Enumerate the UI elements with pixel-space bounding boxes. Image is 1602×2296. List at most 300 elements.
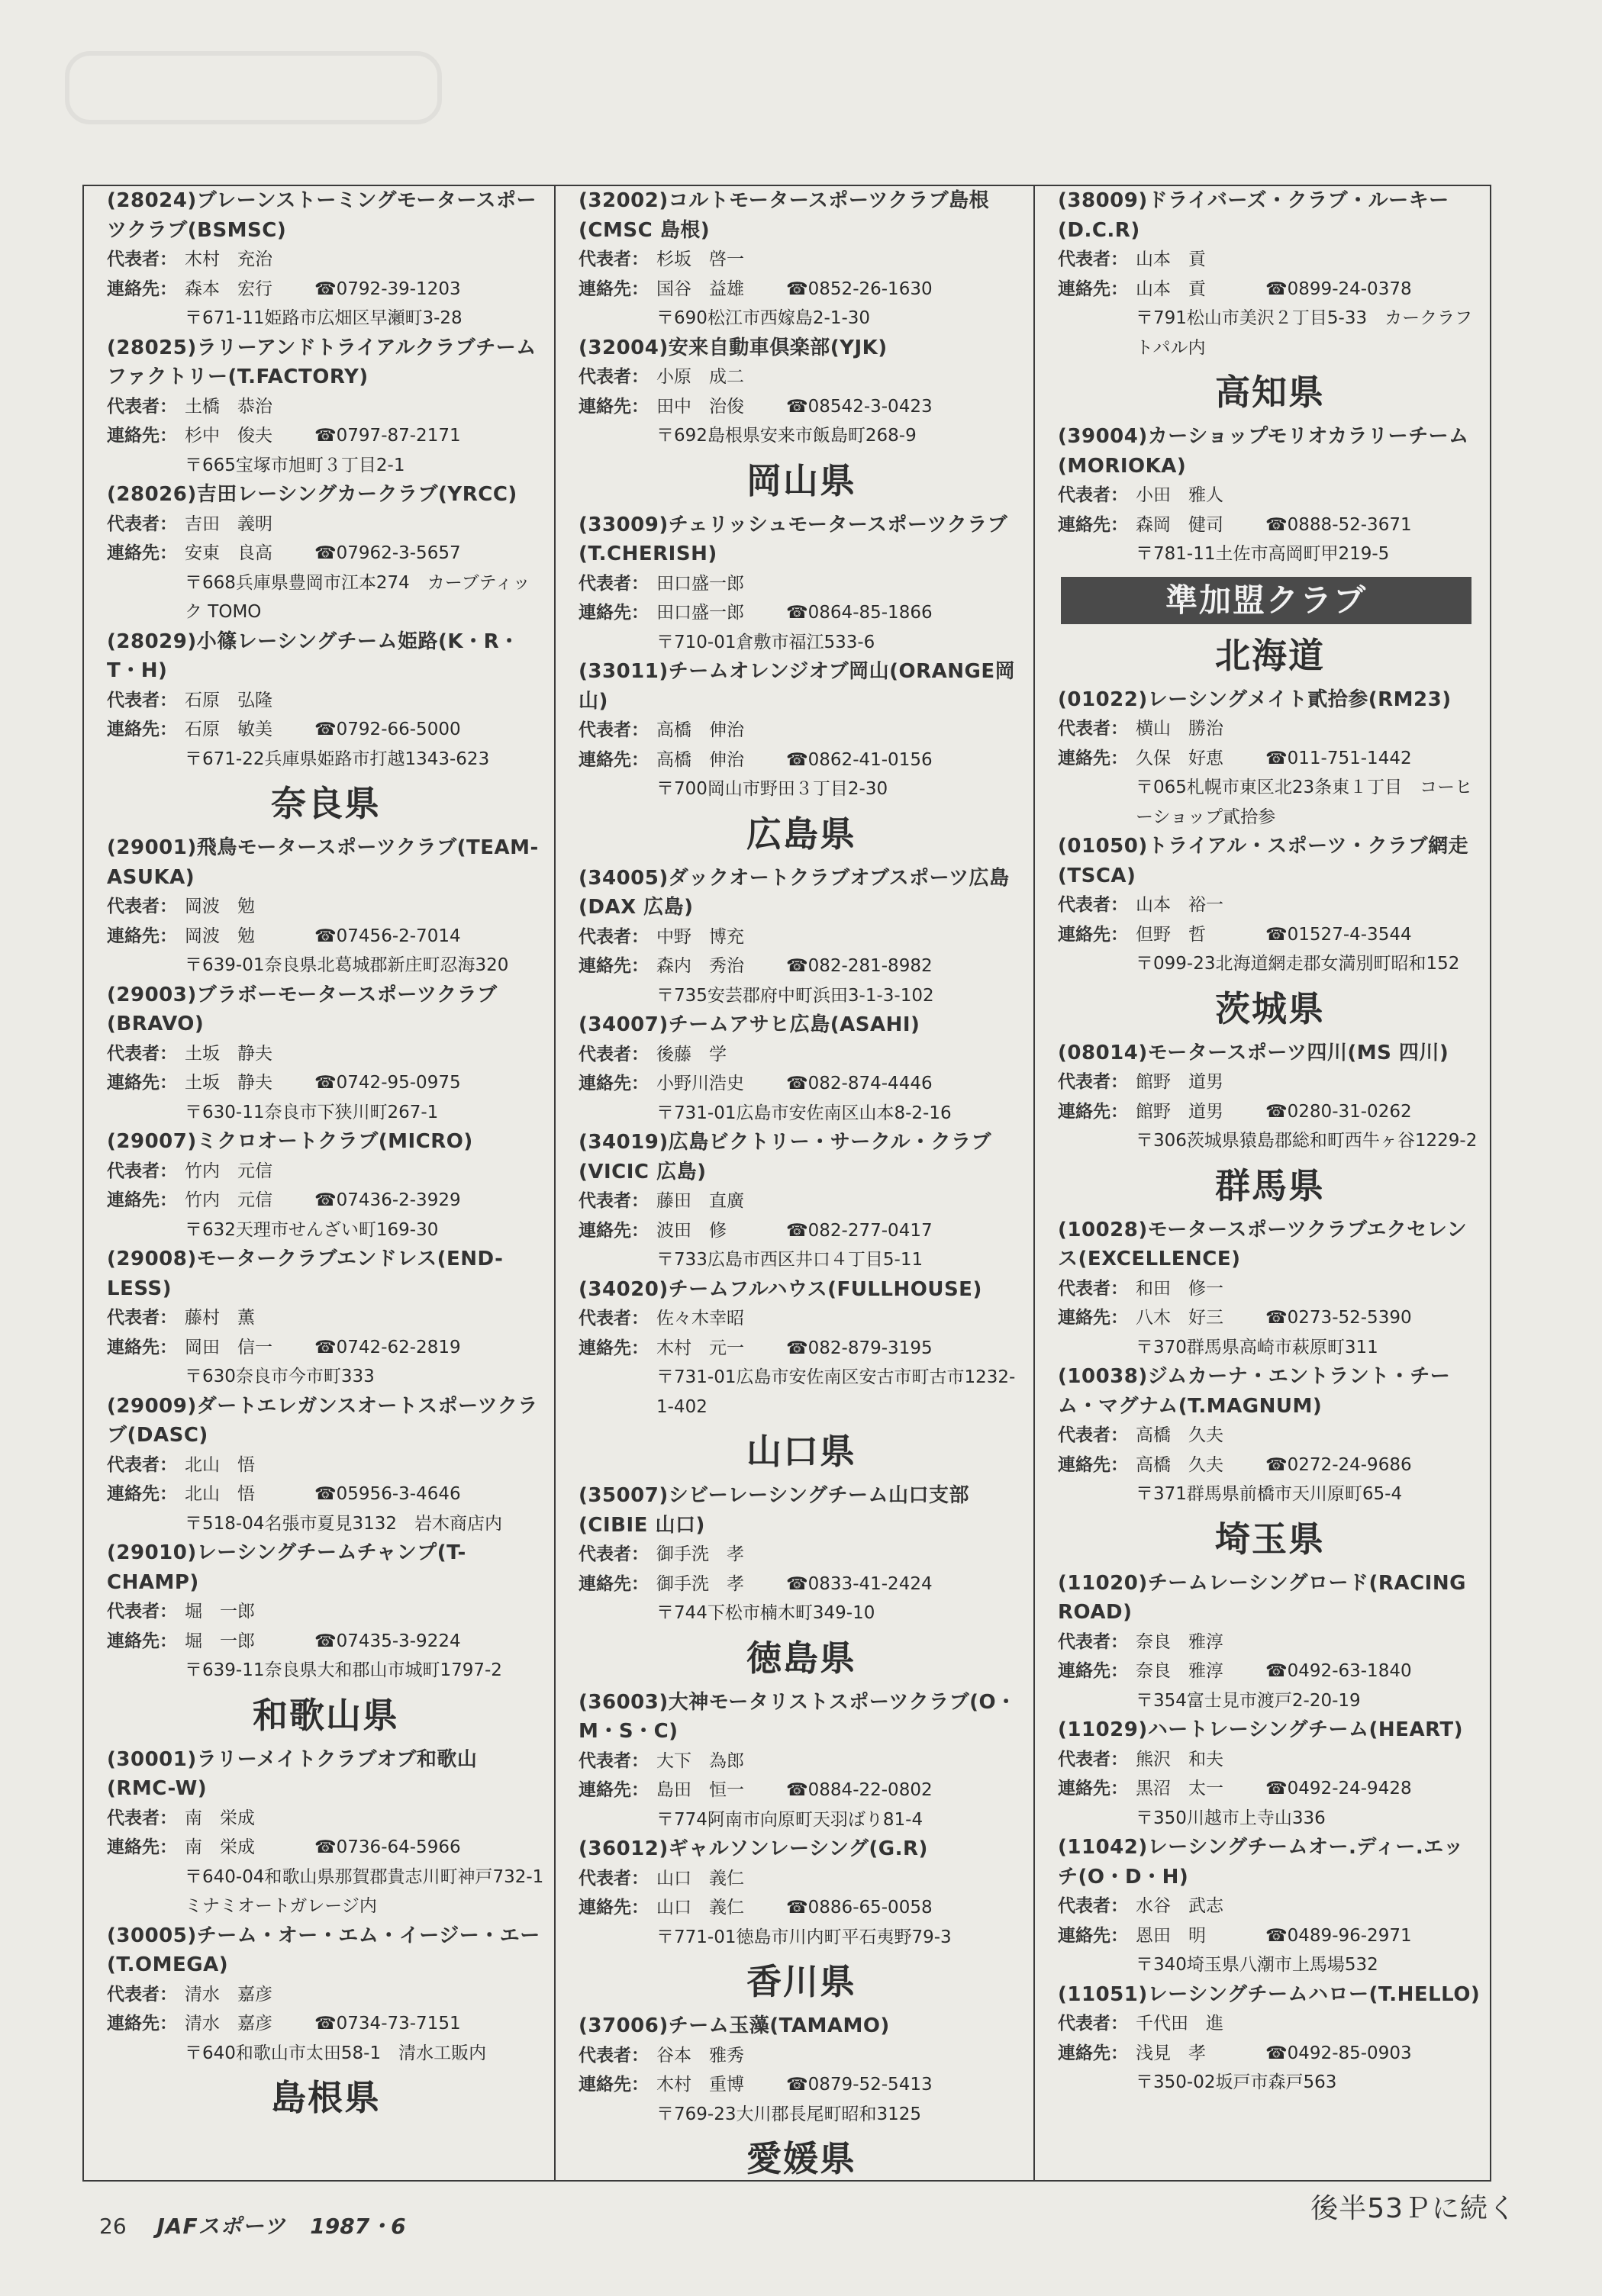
contact-label: 連絡先： bbox=[1058, 924, 1128, 945]
club-title bbox=[1058, 1362, 1482, 1421]
representative-label: 代表者： bbox=[579, 1868, 649, 1889]
phone-number bbox=[314, 1068, 461, 1098]
representative-row bbox=[1058, 2009, 1482, 2039]
contact-label: 連絡先： bbox=[1058, 1661, 1128, 1681]
club-entry bbox=[107, 1538, 545, 1686]
contact-row bbox=[1058, 1303, 1482, 1333]
magazine-name: JAFスポーツ bbox=[156, 2214, 286, 2239]
phone-number bbox=[1265, 1451, 1412, 1480]
phone-number bbox=[786, 1069, 933, 1099]
contact-label: 連絡先： bbox=[1058, 2043, 1128, 2063]
contact-row bbox=[1058, 1657, 1482, 1686]
club-code: (33011) bbox=[579, 660, 669, 683]
contact-label: 連絡先： bbox=[579, 603, 649, 623]
address: 〒354富士見市渡戸2-20-19 bbox=[1136, 1690, 1361, 1711]
club-name: 吉田レーシングカークラブ(YRCC) bbox=[196, 483, 517, 506]
representative-label: 代表者： bbox=[1058, 1749, 1128, 1769]
address: 〒630奈良市今市町333 bbox=[185, 1367, 375, 1386]
club-title bbox=[579, 333, 1024, 363]
address: 〒639-01奈良県北葛城郡新庄町忍海320 bbox=[185, 955, 509, 975]
representative-label: 代表者： bbox=[579, 720, 649, 740]
representative-label: 代表者： bbox=[107, 690, 177, 710]
club-name: レーシングチームチャンプ(T-CHAMP) bbox=[107, 1541, 466, 1594]
phone-value: 0273-52-5390 bbox=[1287, 1308, 1412, 1328]
representative-row bbox=[1058, 1274, 1482, 1304]
representative-name: 北山 悟 bbox=[185, 1454, 255, 1475]
club-code: (36003) bbox=[579, 1690, 669, 1714]
phone-value: 011-751-1442 bbox=[1287, 748, 1412, 768]
representative-name: 田口盛一郎 bbox=[656, 573, 744, 594]
phone-icon: ☎ bbox=[786, 1220, 808, 1241]
representative-label: 代表者： bbox=[579, 1544, 649, 1564]
contact-name: 山本 貢 bbox=[1136, 279, 1206, 299]
contact-row bbox=[1058, 920, 1482, 950]
contact-label: 連絡先： bbox=[1058, 1925, 1128, 1946]
phone-number bbox=[314, 275, 461, 304]
club-title bbox=[107, 1127, 545, 1157]
prefecture-heading: 広島県 bbox=[746, 813, 856, 855]
representative-row bbox=[1058, 714, 1482, 744]
contact-label: 連絡先： bbox=[579, 956, 649, 976]
representative-label: 代表者： bbox=[1058, 1896, 1128, 1916]
club-entry bbox=[107, 627, 545, 774]
phone-value: 08542-3-0423 bbox=[807, 396, 933, 417]
contact-name: 国谷 益雄 bbox=[656, 279, 744, 299]
contact-label: 連絡先： bbox=[579, 1338, 649, 1358]
contact-label: 連絡先： bbox=[579, 1220, 649, 1241]
phone-value: 0742-62-2819 bbox=[336, 1337, 461, 1357]
representative-name: 藤村 薫 bbox=[185, 1308, 255, 1328]
phone-icon: ☎ bbox=[786, 279, 808, 299]
phone-value: 0886-65-0058 bbox=[807, 1898, 933, 1918]
phone-value: 05956-3-4646 bbox=[336, 1484, 461, 1504]
column-2 bbox=[554, 186, 1033, 2180]
contact-name: 浅見 孝 bbox=[1136, 2043, 1206, 2063]
representative-name: 堀 一郎 bbox=[185, 1602, 255, 1621]
club-code: (10028) bbox=[1058, 1218, 1148, 1241]
contact-label: 連絡先： bbox=[579, 1780, 649, 1800]
representative-label: 代表者： bbox=[579, 1044, 649, 1064]
contact-name: 清水 嘉彦 bbox=[185, 2014, 272, 2034]
club-title bbox=[107, 1245, 545, 1303]
phone-number bbox=[1265, 1303, 1412, 1333]
contact-row bbox=[107, 1068, 545, 1098]
contact-label: 連絡先： bbox=[579, 749, 649, 770]
contact-name: 波田 修 bbox=[656, 1220, 727, 1241]
contact-name: 館野 道男 bbox=[1136, 1101, 1223, 1122]
contact-row bbox=[107, 1186, 545, 1216]
representative-name: 杉坂 啓一 bbox=[656, 250, 744, 269]
club-code: (01050) bbox=[1058, 835, 1148, 858]
representative-label: 代表者： bbox=[1058, 485, 1128, 505]
representative-label: 代表者： bbox=[1058, 719, 1128, 739]
club-entry bbox=[1058, 422, 1482, 569]
address: 〒710-01倉敷市福江533-6 bbox=[656, 632, 875, 652]
club-code: (33009) bbox=[579, 513, 669, 536]
contact-label: 連絡先： bbox=[1058, 514, 1128, 535]
contact-label: 連絡先： bbox=[107, 543, 177, 563]
address: 〒781-11土佐市高岡町甲219-5 bbox=[1136, 544, 1390, 564]
contact-label: 連絡先： bbox=[1058, 1101, 1128, 1122]
club-code: (08014) bbox=[1058, 1041, 1148, 1064]
phone-number bbox=[786, 745, 933, 775]
representative-name: 谷本 雅秀 bbox=[656, 2045, 744, 2066]
club-code: (01022) bbox=[1058, 688, 1148, 711]
phone-value: 0492-24-9428 bbox=[1287, 1779, 1412, 1798]
address: 〒731-01広島市安佐南区安古市町古市1232-1-402 bbox=[656, 1367, 1016, 1417]
contact-name: 島田 恒一 bbox=[656, 1780, 744, 1800]
contact-label: 連絡先： bbox=[107, 426, 177, 446]
phone-number bbox=[786, 1570, 933, 1599]
club-name: レーシングチームオー.ディー.エッチ(O・D・H) bbox=[1058, 1836, 1464, 1889]
representative-name: 岡波 勉 bbox=[185, 897, 255, 916]
phone-number bbox=[1265, 2039, 1412, 2069]
representative-row bbox=[107, 1804, 545, 1834]
phone-number bbox=[786, 598, 933, 628]
club-title bbox=[1058, 1039, 1482, 1068]
representative-label: 代表者： bbox=[1058, 1425, 1128, 1445]
phone-value: 07435-3-9224 bbox=[336, 1631, 461, 1651]
club-entry bbox=[1058, 832, 1482, 979]
contact-row bbox=[579, 1216, 1024, 1246]
address: 〒340埼玉県八潮市上馬場532 bbox=[1136, 1955, 1378, 1975]
phone-icon: ☎ bbox=[314, 2014, 337, 2034]
club-title bbox=[1058, 1569, 1482, 1628]
contact-name: 岡田 信一 bbox=[185, 1337, 272, 1357]
club-entry bbox=[107, 1392, 545, 1539]
phone-icon: ☎ bbox=[314, 426, 337, 446]
phone-number bbox=[786, 275, 933, 304]
contact-label: 連絡先： bbox=[1058, 1779, 1128, 1798]
representative-name: 清水 嘉彦 bbox=[185, 1984, 272, 2005]
club-entry bbox=[1058, 1039, 1482, 1156]
club-title bbox=[579, 1275, 1024, 1305]
phone-value: 07962-3-5657 bbox=[336, 543, 461, 563]
phone-icon: ☎ bbox=[1265, 2043, 1288, 2063]
phone-value: 0492-63-1840 bbox=[1287, 1661, 1412, 1681]
contact-row bbox=[107, 539, 545, 568]
representative-row bbox=[107, 892, 545, 922]
representative-label: 代表者： bbox=[579, 573, 649, 594]
club-entry bbox=[579, 510, 1024, 658]
phone-value: 0864-85-1866 bbox=[807, 603, 933, 623]
contact-name: 杉中 俊夫 bbox=[185, 426, 272, 446]
contact-row bbox=[1058, 1451, 1482, 1480]
club-title bbox=[579, 1481, 1024, 1540]
contact-row bbox=[1058, 744, 1482, 774]
representative-label: 代表者： bbox=[107, 396, 177, 417]
address: 〒065札幌市東区北23条東１丁目 コーヒーショップ貳拾参 bbox=[1136, 778, 1473, 827]
contact-row bbox=[107, 1480, 545, 1509]
contact-name: 森内 秀治 bbox=[656, 956, 744, 976]
contact-label: 連絡先： bbox=[1058, 1308, 1128, 1328]
contact-row bbox=[579, 952, 1024, 981]
contact-label: 連絡先： bbox=[107, 1073, 177, 1093]
club-name: チェリッシュモータースポーツクラブ(T.CHERISH) bbox=[579, 513, 1008, 565]
club-name: レーシングチームハロー(T.HELLO) bbox=[1147, 1982, 1481, 2006]
phone-number bbox=[1265, 1657, 1412, 1686]
representative-label: 代表者： bbox=[579, 1309, 649, 1328]
club-code: (28024) bbox=[107, 189, 197, 212]
club-name: ダックオートクラブオブスポーツ広島(DAX 広島) bbox=[579, 866, 1010, 919]
club-entry bbox=[1058, 1715, 1482, 1833]
contact-name: 安東 良高 bbox=[185, 543, 272, 563]
address: 〒640-04和歌山県那賀郡貴志川町神戸732-1 ミナミオートガレージ内 bbox=[185, 1866, 562, 1916]
representative-name: 奈良 雅淳 bbox=[1136, 1631, 1223, 1652]
contact-row bbox=[107, 715, 545, 745]
representative-row bbox=[579, 716, 1024, 745]
representative-name: 後藤 学 bbox=[656, 1044, 727, 1064]
address: 〒370群馬県高崎市萩原町311 bbox=[1136, 1337, 1378, 1357]
representative-row bbox=[1058, 1067, 1482, 1097]
phone-value: 0492-85-0903 bbox=[1287, 2043, 1412, 2063]
representative-label: 代表者： bbox=[579, 1750, 649, 1771]
representative-row bbox=[1058, 481, 1482, 510]
club-title bbox=[107, 1392, 545, 1451]
representative-name: 南 栄成 bbox=[185, 1808, 255, 1828]
phone-number bbox=[314, 1833, 461, 1863]
phone-icon: ☎ bbox=[1265, 748, 1288, 768]
prefecture-heading: 和歌山県 bbox=[253, 1694, 399, 1736]
representative-row bbox=[1058, 1745, 1482, 1775]
address: 〒744下松市楠木町349-10 bbox=[656, 1603, 875, 1623]
club-title bbox=[107, 480, 545, 510]
representative-label: 代表者： bbox=[107, 1984, 177, 2005]
club-code: (36012) bbox=[579, 1837, 669, 1860]
representative-name: 小原 成二 bbox=[656, 367, 744, 387]
contact-row bbox=[579, 598, 1024, 628]
phone-icon: ☎ bbox=[786, 749, 808, 770]
representative-row bbox=[107, 510, 545, 539]
club-name: トライアル・スポーツ・クラブ網走(TSCA) bbox=[1058, 835, 1469, 887]
club-title bbox=[107, 1921, 545, 1980]
club-title bbox=[1058, 1980, 1482, 2010]
phone-number bbox=[1265, 920, 1412, 950]
phone-icon: ☎ bbox=[314, 720, 337, 739]
contact-row bbox=[579, 275, 1024, 304]
club-code: (11051) bbox=[1058, 1982, 1148, 2006]
contact-name: 木村 重博 bbox=[656, 2075, 744, 2095]
phone-icon: ☎ bbox=[786, 603, 808, 623]
listing-frame bbox=[82, 185, 1491, 2182]
address: 〒640和歌山市太田58-1 清水工販内 bbox=[185, 2043, 487, 2063]
phone-icon: ☎ bbox=[1265, 1101, 1288, 1122]
club-entry bbox=[579, 186, 1024, 333]
club-title bbox=[107, 333, 545, 392]
contact-name: 久保 好恵 bbox=[1136, 748, 1223, 768]
representative-name: 熊沢 和夫 bbox=[1136, 1749, 1223, 1769]
address: 〒769-23大川郡長尾町昭和3125 bbox=[656, 2104, 921, 2124]
contact-name: 堀 一郎 bbox=[185, 1631, 255, 1651]
address: 〒690松江市西嫁島2-1-30 bbox=[656, 308, 871, 328]
phone-number bbox=[1265, 744, 1412, 774]
representative-row bbox=[579, 1187, 1024, 1216]
club-code: (37006) bbox=[579, 2014, 669, 2037]
section-banner: 準加盟クラブ bbox=[1061, 577, 1471, 624]
phone-icon: ☎ bbox=[1265, 1308, 1288, 1328]
contact-row bbox=[579, 1069, 1024, 1099]
page-number: 26 bbox=[99, 2214, 127, 2239]
prefecture-heading: 高知県 bbox=[1215, 372, 1325, 413]
club-name: 広島ビクトリー・サークル・クラブ(VICIC 広島) bbox=[579, 1131, 991, 1183]
contact-name: 木村 元一 bbox=[656, 1338, 744, 1358]
phone-icon: ☎ bbox=[786, 2075, 808, 2095]
club-title bbox=[1058, 1216, 1482, 1274]
contact-label: 連絡先： bbox=[579, 1898, 649, 1918]
phone-icon: ☎ bbox=[314, 1631, 337, 1651]
representative-row bbox=[579, 2041, 1024, 2071]
phone-value: 07436-2-3929 bbox=[336, 1190, 461, 1210]
phone-icon: ☎ bbox=[786, 1573, 808, 1594]
club-code: (10038) bbox=[1058, 1365, 1148, 1388]
contact-row bbox=[579, 2070, 1024, 2100]
phone-value: 0489-96-2971 bbox=[1287, 1925, 1412, 1946]
phone-number bbox=[314, 1627, 461, 1657]
representative-row bbox=[579, 569, 1024, 599]
club-title bbox=[579, 864, 1024, 923]
club-entry bbox=[579, 657, 1024, 804]
contact-row bbox=[107, 275, 545, 304]
contact-label: 連絡先： bbox=[579, 2075, 649, 2095]
club-name: ドライバーズ・クラブ・ルーキー(D.C.R) bbox=[1058, 189, 1449, 242]
club-name: ミクロオートクラブ(MICRO) bbox=[196, 1130, 473, 1153]
club-title bbox=[579, 510, 1024, 569]
phone-value: 0884-22-0802 bbox=[807, 1780, 933, 1800]
representative-row bbox=[107, 1597, 545, 1627]
club-title bbox=[579, 1128, 1024, 1187]
representative-name: 千代田 進 bbox=[1136, 2014, 1223, 2034]
club-title bbox=[579, 1010, 1024, 1040]
representative-label: 代表者： bbox=[579, 926, 649, 947]
phone-value: 0862-41-0156 bbox=[807, 749, 933, 770]
phone-value: 0734-73-7151 bbox=[336, 2014, 461, 2034]
contact-label: 連絡先： bbox=[579, 279, 649, 299]
phone-icon: ☎ bbox=[314, 1073, 337, 1093]
club-name: コルトモータースポーツクラブ島根(CMSC 島根) bbox=[579, 189, 990, 242]
contact-name: 森本 宏行 bbox=[185, 279, 272, 299]
club-code: (11042) bbox=[1058, 1836, 1148, 1859]
contact-name: 石原 敏美 bbox=[185, 720, 272, 739]
phone-icon: ☎ bbox=[314, 1484, 337, 1504]
phone-value: 0879-52-5413 bbox=[807, 2075, 933, 2095]
representative-name: 中野 博充 bbox=[656, 926, 744, 947]
club-code: (34020) bbox=[579, 1277, 669, 1301]
club-entry bbox=[579, 1688, 1024, 1835]
contact-row bbox=[1058, 1097, 1482, 1127]
club-entry bbox=[107, 1245, 545, 1392]
phone-icon: ☎ bbox=[1265, 1454, 1288, 1475]
club-code: (30001) bbox=[107, 1747, 197, 1771]
club-name: チームレーシングロード(RACING ROAD) bbox=[1058, 1571, 1466, 1624]
club-entry bbox=[107, 981, 545, 1128]
contact-name: 南 栄成 bbox=[185, 1837, 255, 1857]
representative-name: 吉田 義明 bbox=[185, 514, 272, 534]
club-entry bbox=[107, 480, 545, 627]
representative-name: 山口 義仁 bbox=[656, 1868, 744, 1889]
club-name: 安来自動車倶楽部(YJK) bbox=[668, 336, 888, 359]
contact-row bbox=[107, 1333, 545, 1363]
phone-number bbox=[314, 421, 461, 451]
phone-value: 082-281-8982 bbox=[807, 956, 933, 976]
representative-label: 代表者： bbox=[1058, 2014, 1128, 2034]
contact-label: 連絡先： bbox=[107, 1837, 177, 1857]
contact-label: 連絡先： bbox=[1058, 748, 1128, 768]
club-code: (28026) bbox=[107, 483, 197, 506]
representative-row bbox=[107, 392, 545, 422]
representative-row bbox=[579, 1304, 1024, 1334]
club-title bbox=[107, 1538, 545, 1597]
club-title bbox=[579, 2011, 1024, 2041]
phone-number bbox=[1265, 1097, 1412, 1127]
contact-row bbox=[107, 1627, 545, 1657]
representative-name: 御手洗 孝 bbox=[656, 1544, 744, 1564]
club-name: モータースポーツクラブエクセレンス(EXCELLENCE) bbox=[1058, 1218, 1468, 1270]
club-entry bbox=[107, 1127, 545, 1245]
address: 〒671-11姫路市広畑区早瀬町3-28 bbox=[185, 308, 463, 328]
contact-label: 連絡先： bbox=[1058, 279, 1128, 299]
prefecture-heading: 北海道 bbox=[1215, 634, 1325, 676]
representative-label: 代表者： bbox=[579, 1191, 649, 1211]
prefecture-heading: 岡山県 bbox=[746, 459, 856, 501]
continued-note: 後半53Ｐに続く bbox=[1310, 2193, 1517, 2224]
representative-row bbox=[107, 1039, 545, 1069]
club-title bbox=[107, 833, 545, 892]
representative-row bbox=[1058, 1892, 1482, 1921]
representative-row bbox=[579, 245, 1024, 275]
representative-name: 水谷 武志 bbox=[1136, 1896, 1223, 1916]
representative-label: 代表者： bbox=[1058, 1278, 1128, 1299]
address: 〒771-01徳島市川内町平石夷野79-3 bbox=[656, 1927, 952, 1947]
club-code: (29007) bbox=[107, 1130, 197, 1153]
representative-name: 高橋 久夫 bbox=[1136, 1425, 1223, 1445]
representative-label: 代表者： bbox=[107, 1808, 177, 1828]
prefecture-heading: 愛媛県 bbox=[746, 2138, 856, 2179]
address: 〒665宝塚市旭町３丁目2-1 bbox=[185, 455, 405, 475]
phone-value: 07456-2-7014 bbox=[336, 926, 461, 946]
prefecture-heading: 香川県 bbox=[746, 1961, 856, 2002]
phone-icon: ☎ bbox=[786, 1338, 808, 1358]
representative-label: 代表者： bbox=[107, 1161, 177, 1181]
address: 〒371群馬県前橋市天川原町65-4 bbox=[1136, 1484, 1403, 1504]
phone-number bbox=[314, 922, 461, 952]
contact-name: 北山 悟 bbox=[185, 1484, 255, 1504]
representative-label: 代表者： bbox=[1058, 1072, 1128, 1092]
contact-row bbox=[579, 745, 1024, 775]
club-code: (28029) bbox=[107, 630, 197, 653]
address: 〒630-11奈良市下狭川町267-1 bbox=[185, 1102, 439, 1122]
phone-number bbox=[786, 1216, 933, 1246]
representative-name: 館野 道男 bbox=[1136, 1072, 1223, 1092]
phone-value: 0899-24-0378 bbox=[1287, 279, 1412, 299]
phone-number bbox=[1265, 1921, 1412, 1951]
club-name: チームフルハウス(FULLHOUSE) bbox=[668, 1277, 982, 1301]
club-entry bbox=[579, 1275, 1024, 1422]
address: 〒692島根県安来市飯島町268-9 bbox=[656, 426, 917, 446]
phone-number bbox=[314, 1186, 461, 1216]
representative-row bbox=[579, 362, 1024, 392]
contact-label: 連絡先： bbox=[107, 926, 177, 946]
club-entry bbox=[107, 833, 545, 981]
contact-row bbox=[107, 2009, 545, 2039]
representative-row bbox=[579, 923, 1024, 952]
phone-number bbox=[1265, 275, 1412, 304]
representative-row bbox=[1058, 1421, 1482, 1451]
club-code: (30005) bbox=[107, 1924, 197, 1947]
club-name: ジムカーナ・エントラント・チーム・マグナム(T.MAGNUM) bbox=[1058, 1365, 1451, 1418]
phone-icon: ☎ bbox=[786, 1074, 808, 1093]
address: 〒518-04名張市夏見3132 岩木商店内 bbox=[185, 1513, 502, 1534]
contact-row bbox=[1058, 275, 1482, 304]
